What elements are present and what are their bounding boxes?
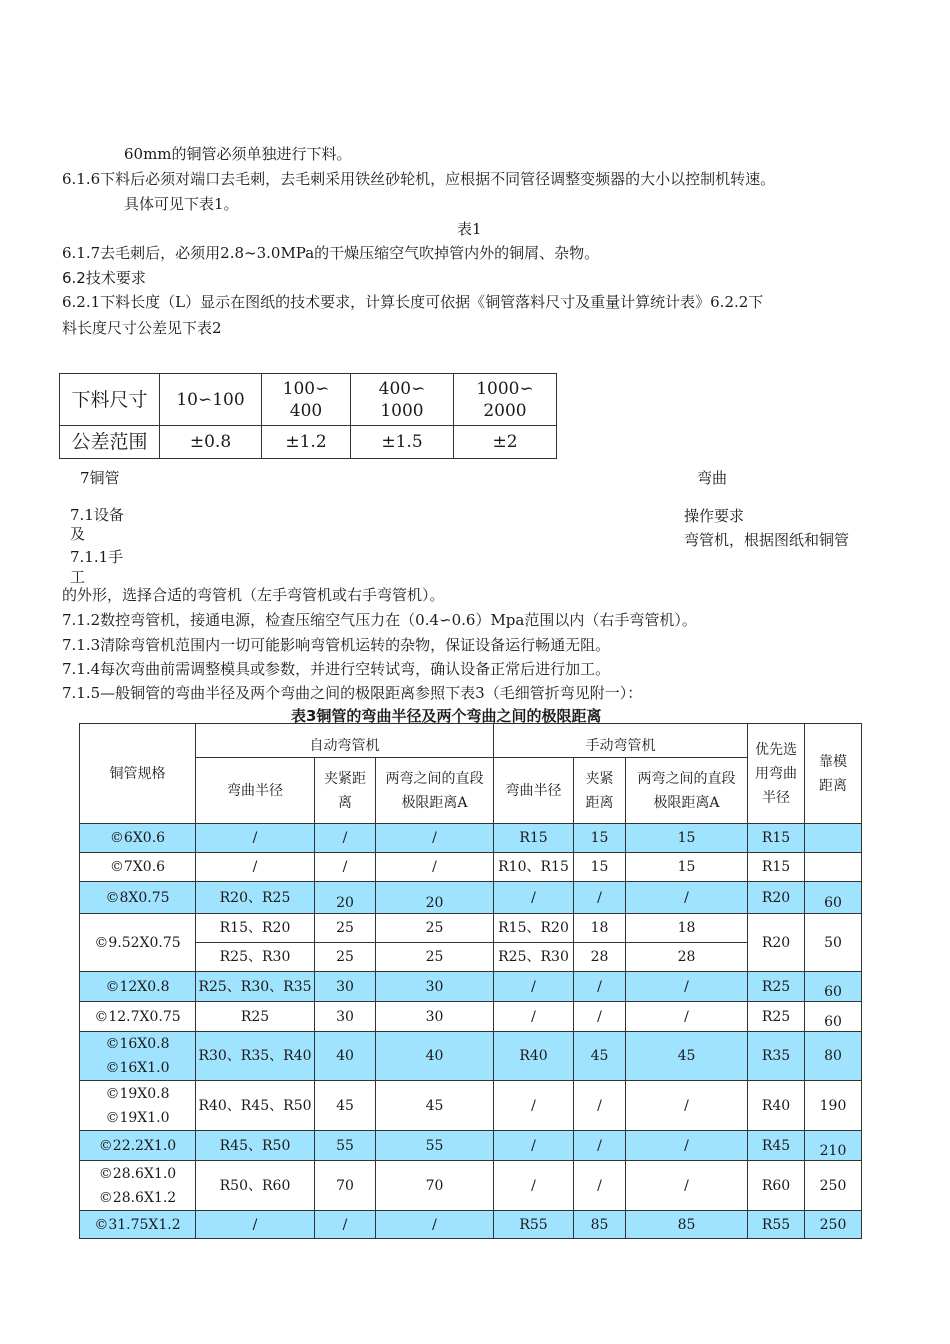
manual-clamp-cell: 15 — [574, 853, 626, 882]
para-6-1-6: 6.1.6下料后必须对端口去毛刺，去毛刺采用铁丝砂轮机，应根据不同管径调整变频器的大小以控制机转速。 — [62, 170, 776, 188]
manual-limit-cell: / — [626, 1002, 748, 1032]
auto-clamp-cell: 25 — [315, 943, 376, 972]
auto-clamp-cell: / — [315, 824, 376, 853]
header-manual-limit: 两弯之间的直段极限距离A — [626, 758, 748, 824]
table-row — [80, 1161, 862, 1211]
die-distance-cell — [805, 853, 862, 882]
tolerance-value: ±1.5 — [351, 426, 454, 459]
section-7-title: 7铜管 — [80, 469, 120, 487]
manual-clamp-cell: / — [574, 1002, 626, 1032]
header-manual-bender: 手动弯管机 — [494, 724, 748, 758]
spec-cell: ©8X0.75 — [80, 882, 196, 914]
tolerance-header-range: 100∽ 400 — [262, 374, 351, 426]
para-7-1-5: 7.1.5—般铜管的弯曲半径及两个弯曲之间的极限距离参照下表3（毛细管折弯见附一）： — [62, 684, 643, 702]
manual-clamp-cell: 45 — [574, 1032, 626, 1081]
auto-limit-cell: 20 — [376, 882, 494, 914]
para-6-2-1-cont: 料长度尺寸公差见下表2 — [62, 319, 222, 337]
auto-clamp-cell: 45 — [315, 1081, 376, 1131]
spec-cell: ©12.7X0.75 — [80, 1002, 196, 1032]
manual-radius-cell: / — [494, 1161, 574, 1211]
manual-clamp-cell: / — [574, 1161, 626, 1211]
section-7-1-1-right: 弯管机，根据图纸和铜管 — [684, 531, 850, 549]
manual-clamp-cell: / — [574, 1131, 626, 1161]
manual-limit-cell: / — [626, 972, 748, 1002]
auto-radius-cell: R45、R50 — [196, 1131, 315, 1161]
auto-radius-cell: R30、R35、R40 — [196, 1032, 315, 1081]
tolerance-value: ±1.2 — [262, 426, 351, 459]
auto-clamp-cell: 40 — [315, 1032, 376, 1081]
header-auto-bender: 自动弯管机 — [196, 724, 494, 758]
tolerance-header-range: 10∽100 — [160, 374, 262, 426]
spec-cell: ©16X0.8 ©16X1.0 — [80, 1032, 196, 1081]
spec-cell: ©22.2X1.0 — [80, 1131, 196, 1161]
table-row — [80, 943, 862, 972]
manual-limit-cell: / — [626, 1131, 748, 1161]
header-manual-clamp: 夹紧距离 — [574, 758, 626, 824]
table-row — [80, 853, 862, 882]
table-row — [80, 1081, 862, 1131]
auto-clamp-cell: / — [315, 1211, 376, 1239]
manual-clamp-cell: 18 — [574, 914, 626, 943]
table1-caption: 表1 — [457, 220, 482, 238]
preferred-radius-cell: R20 — [748, 914, 805, 972]
para-7-1-2: 7.1.2数控弯管机，接通电源，检查压缩空气压力在（0.4∽0.6）Mpa范围以内（右手弯管机）。 — [62, 611, 697, 629]
manual-limit-cell: 15 — [626, 853, 748, 882]
spec-cell: ©7X0.6 — [80, 853, 196, 882]
die-distance-cell: 60 — [805, 882, 862, 914]
auto-limit-cell: / — [376, 1211, 494, 1239]
auto-limit-cell: / — [376, 853, 494, 882]
bending-radius-table — [79, 723, 862, 1239]
para-7-1-3: 7.1.3清除弯管机范围内一切可能影响弯管机运转的杂物，保证设备运行畅通无阻。 — [62, 636, 611, 654]
tolerance-table — [59, 373, 557, 459]
manual-radius-cell: / — [494, 1081, 574, 1131]
manual-limit-cell: 45 — [626, 1032, 748, 1081]
tolerance-value: ±0.8 — [160, 426, 262, 459]
manual-radius-cell: / — [494, 882, 574, 914]
manual-limit-cell: 85 — [626, 1211, 748, 1239]
tolerance-header-label: 下料尺寸 — [60, 374, 160, 426]
table3-caption: 表3铜管的弯曲半径及两个弯曲之间的极限距离 — [291, 707, 602, 725]
auto-radius-cell: R40、R45、R50 — [196, 1081, 315, 1131]
auto-limit-cell: 55 — [376, 1131, 494, 1161]
manual-limit-cell: / — [626, 1161, 748, 1211]
manual-radius-cell: R40 — [494, 1032, 574, 1081]
auto-radius-cell: R15、R20 — [196, 914, 315, 943]
die-distance-cell: 190 — [805, 1081, 862, 1131]
tolerance-value: ±2 — [454, 426, 557, 459]
para-7-1-1-cont: 的外形，选择合适的弯管机（左手弯管机或右手弯管机）。 — [62, 586, 445, 604]
table-row — [80, 972, 862, 1002]
manual-radius-cell: / — [494, 1002, 574, 1032]
manual-radius-cell: R15 — [494, 824, 574, 853]
auto-clamp-cell: 30 — [315, 1002, 376, 1032]
manual-radius-cell: / — [494, 972, 574, 1002]
auto-limit-cell: 70 — [376, 1161, 494, 1211]
auto-clamp-cell: / — [315, 853, 376, 882]
auto-clamp-cell: 70 — [315, 1161, 376, 1211]
auto-radius-cell: / — [196, 824, 315, 853]
preferred-radius-cell: R15 — [748, 853, 805, 882]
manual-clamp-cell: / — [574, 1081, 626, 1131]
preferred-radius-cell: R15 — [748, 824, 805, 853]
die-distance-cell: 60 — [805, 972, 862, 1002]
die-distance-cell: 250 — [805, 1161, 862, 1211]
manual-limit-cell: 28 — [626, 943, 748, 972]
section-7-1-right: 操作要求 — [684, 507, 745, 525]
manual-clamp-cell: 15 — [574, 824, 626, 853]
auto-radius-cell: R50、R60 — [196, 1161, 315, 1211]
auto-radius-cell: R25、R30、R35 — [196, 972, 315, 1002]
header-manual-radius: 弯曲半径 — [494, 758, 574, 824]
die-distance-cell: 210 — [805, 1131, 862, 1161]
auto-clamp-cell: 25 — [315, 914, 376, 943]
manual-clamp-cell: 85 — [574, 1211, 626, 1239]
auto-limit-cell: 40 — [376, 1032, 494, 1081]
tolerance-header-range: 1000∽ 2000 — [454, 374, 557, 426]
die-distance-cell: 60 — [805, 1002, 862, 1032]
header-auto-limit: 两弯之间的直段极限距离A — [376, 758, 494, 824]
para-60mm: 60mm的铜管必须单独进行下料。 — [124, 145, 352, 163]
para-7-1-4: 7.1.4每次弯曲前需调整模具或参数，并进行空转试弯，确认设备正常后进行加工。 — [62, 660, 611, 678]
section-7-1-1-b: 工 — [70, 568, 86, 586]
para-6-1-7: 6.1.7去毛刺后，必须用2.8~3.0MPa的干燥压缩空气吹掉管内外的铜屑、杂物。 — [62, 244, 600, 262]
manual-limit-cell: / — [626, 882, 748, 914]
section-7-1-a: 7.1设备 — [70, 506, 124, 524]
auto-clamp-cell: 55 — [315, 1131, 376, 1161]
preferred-radius-cell: R20 — [748, 882, 805, 914]
para-see-table1: 具体可见下表1。 — [124, 195, 239, 213]
auto-limit-cell: 30 — [376, 1002, 494, 1032]
manual-limit-cell: / — [626, 1081, 748, 1131]
manual-limit-cell: 15 — [626, 824, 748, 853]
preferred-radius-cell: R35 — [748, 1032, 805, 1081]
table-row — [80, 1211, 862, 1239]
auto-limit-cell: 30 — [376, 972, 494, 1002]
preferred-radius-cell: R45 — [748, 1131, 805, 1161]
manual-radius-cell: R55 — [494, 1211, 574, 1239]
table-row — [80, 824, 862, 853]
preferred-radius-cell: R60 — [748, 1161, 805, 1211]
manual-clamp-cell: / — [574, 882, 626, 914]
die-distance-cell: 80 — [805, 1032, 862, 1081]
section-7-title-right: 弯曲 — [697, 469, 728, 487]
tolerance-header-range: 400∽ 1000 — [351, 374, 454, 426]
auto-clamp-cell: 30 — [315, 972, 376, 1002]
auto-radius-cell: / — [196, 853, 315, 882]
auto-limit-cell: 45 — [376, 1081, 494, 1131]
manual-limit-cell: 18 — [626, 914, 748, 943]
preferred-radius-cell: R40 — [748, 1081, 805, 1131]
auto-radius-cell: / — [196, 1211, 315, 1239]
header-die-distance: 靠模距离 — [805, 724, 862, 824]
section-7-1-b: 及 — [70, 525, 86, 543]
spec-cell: ©31.75X1.2 — [80, 1211, 196, 1239]
auto-radius-cell: R20、R25 — [196, 882, 315, 914]
preferred-radius-cell: R25 — [748, 972, 805, 1002]
auto-limit-cell: 25 — [376, 943, 494, 972]
para-6-2-1: 6.2.1下料长度（L）显示在图纸的技术要求，计算长度可依据《铜管落料尺寸及重量计算统计表》6.2.2下 — [62, 293, 764, 311]
table-row — [80, 1002, 862, 1032]
manual-radius-cell: / — [494, 1131, 574, 1161]
spec-cell: ©19X0.8 ©19X1.0 — [80, 1081, 196, 1131]
spec-cell: ©6X0.6 — [80, 824, 196, 853]
preferred-radius-cell: R25 — [748, 1002, 805, 1032]
table-row — [80, 882, 862, 914]
table-row — [80, 1032, 862, 1081]
die-distance-cell: 50 — [805, 914, 862, 972]
manual-radius-cell: R15、R20 — [494, 914, 574, 943]
spec-cell: ©9.52X0.75 — [80, 914, 196, 972]
header-auto-clamp: 夹紧距离 — [315, 758, 376, 824]
header-spec: 铜管规格 — [80, 724, 196, 824]
die-distance-cell — [805, 824, 862, 853]
header-auto-radius: 弯曲半径 — [196, 758, 315, 824]
manual-radius-cell: R25、R30 — [494, 943, 574, 972]
spec-cell: ©28.6X1.0 ©28.6X1.2 — [80, 1161, 196, 1211]
manual-radius-cell: R10、R15 — [494, 853, 574, 882]
manual-clamp-cell: 28 — [574, 943, 626, 972]
header-preferred-radius: 优先选用弯曲半径 — [748, 724, 805, 824]
auto-limit-cell: 25 — [376, 914, 494, 943]
auto-radius-cell: R25 — [196, 1002, 315, 1032]
table-row — [80, 914, 862, 943]
auto-radius-cell: R25、R30 — [196, 943, 315, 972]
auto-clamp-cell: 20 — [315, 882, 376, 914]
auto-limit-cell: / — [376, 824, 494, 853]
die-distance-cell: 250 — [805, 1211, 862, 1239]
section-6-2-heading: 6.2技术要求 — [62, 269, 146, 287]
spec-cell: ©12X0.8 — [80, 972, 196, 1002]
manual-clamp-cell: / — [574, 972, 626, 1002]
tolerance-row-label: 公差范围 — [60, 426, 160, 459]
preferred-radius-cell: R55 — [748, 1211, 805, 1239]
table-row — [80, 1131, 862, 1161]
section-7-1-1-a: 7.1.1手 — [70, 548, 124, 566]
